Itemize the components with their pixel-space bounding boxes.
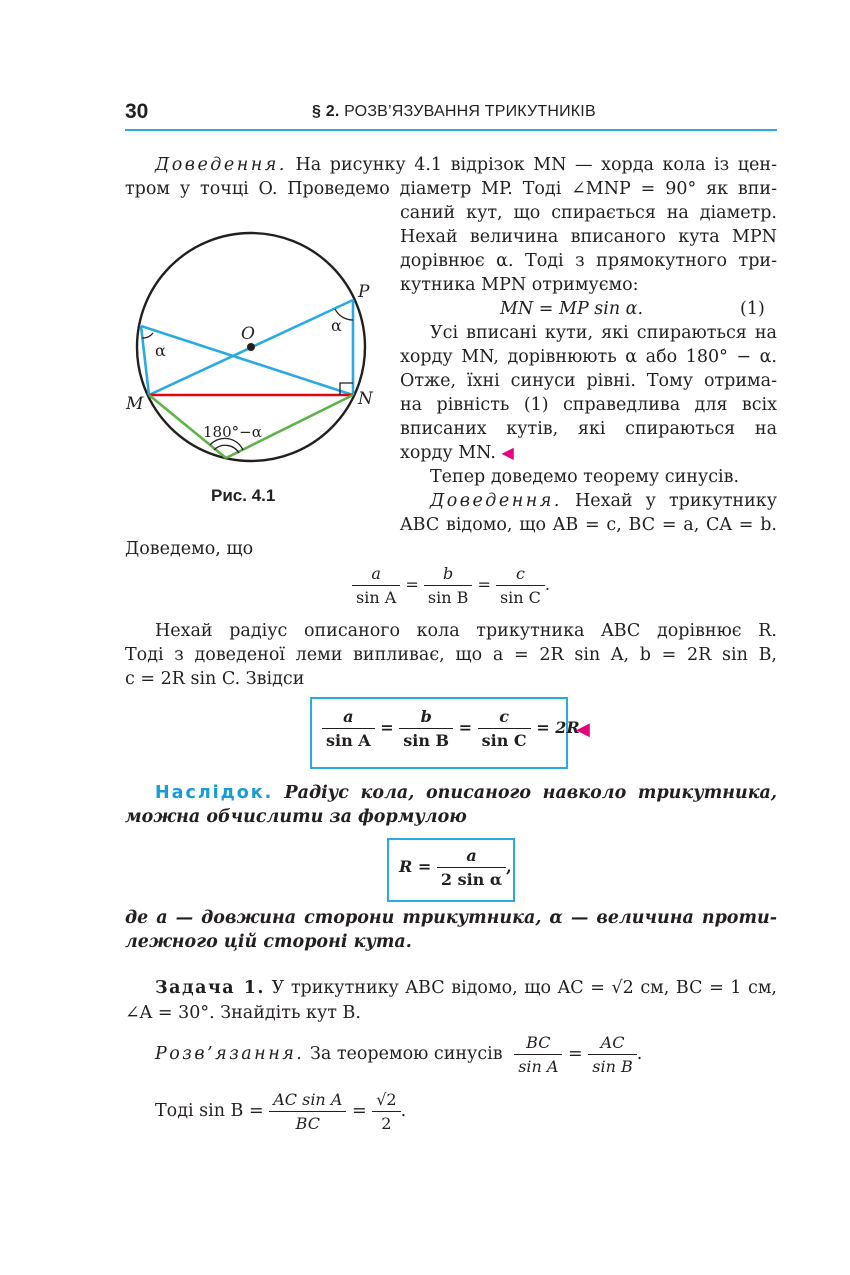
solution-text: За теоремою синусів bbox=[309, 1044, 503, 1064]
proof-line-8: хорду MN, дорівнюють α або 180° − α. bbox=[400, 347, 777, 367]
equals-sign: = bbox=[405, 575, 419, 594]
center-point bbox=[247, 343, 255, 351]
proof-line-9: Отже, їхні синуси рівні. Тому отрима- bbox=[400, 371, 777, 391]
task-text: У трикутнику ABC відомо, що AC = √2 см, BC = 1 см, bbox=[271, 978, 777, 998]
end-of-proof-icon: ◀ bbox=[576, 719, 590, 740]
fraction: $\frac{c}{\text{sin C}}$ bbox=[496, 564, 545, 607]
proof-line-11: вписаних кутів, які спираються на bbox=[400, 419, 777, 439]
proof-line-6: кутника MPN отримуємо: bbox=[400, 275, 639, 295]
proof-label: Доведення. bbox=[155, 155, 287, 175]
proof-line-4: Нехай величина вписаного кута MPN bbox=[400, 227, 777, 247]
sine-theorem-box bbox=[310, 697, 580, 769]
section-header bbox=[312, 103, 596, 121]
page-number: 30 bbox=[125, 100, 149, 123]
equation-1: MN = MP sin α. bbox=[500, 299, 644, 319]
theorem-intro: Тепер доведемо теорему синусів. bbox=[430, 467, 740, 487]
fraction: $\frac{a}{\text{sin A}}$ bbox=[322, 707, 375, 750]
fraction: $\frac{BC}{\text{sin A}}$ bbox=[514, 1033, 562, 1076]
proof2-line-5: Нехай радіус описаного кола трикутника ABC дорівнює R. bbox=[155, 621, 777, 641]
proof-line-5: дорівнює α. Тоді з прямокутного три- bbox=[400, 251, 777, 271]
fraction: $\frac{a}{\text{sin A}}$ bbox=[352, 564, 400, 607]
proof-line-3: саний кут, що спирається на діаметр. bbox=[400, 203, 777, 223]
equals-sign: = bbox=[568, 1044, 583, 1064]
section-mark: § 2. bbox=[312, 103, 340, 120]
corollary-text: Радіус кола, описаного навколо трикутника, bbox=[284, 783, 777, 803]
formula-tail: = 2R bbox=[536, 718, 580, 737]
solution-text: Тоді sin B = bbox=[155, 1101, 264, 1121]
solution-label: Розв’язання. bbox=[155, 1044, 305, 1064]
label-N: N bbox=[358, 389, 373, 409]
corollary-line-4: лежного цій стороні кута. bbox=[125, 932, 412, 952]
proof-line-2: тром у точці O. Проведемо діаметр MP. Тоді ∠MNP = 90° як впи- bbox=[125, 179, 777, 199]
fraction: $\frac{b}{\text{sin B}}$ bbox=[424, 564, 472, 607]
proof-label: Доведення. bbox=[430, 491, 562, 511]
solution-line-1 bbox=[155, 1033, 642, 1076]
period: . bbox=[400, 1101, 407, 1121]
fraction: $\frac{a}{\text{2 sin α}}$ bbox=[437, 846, 506, 889]
fraction: $\frac{AC}{\text{sin B}}$ bbox=[588, 1033, 636, 1076]
equation-1-number: (1) bbox=[740, 299, 765, 319]
label-alpha-P: α bbox=[331, 316, 342, 335]
figure-4-1 bbox=[120, 225, 380, 470]
proof2-line-4: Доведемо, що bbox=[125, 539, 254, 559]
task-line-1 bbox=[155, 976, 777, 1000]
proof2-line-2 bbox=[430, 489, 777, 513]
proof-text: На рисунку 4.1 відрізок MN — хорда кола із цен- bbox=[295, 155, 777, 175]
angle-arc-left bbox=[142, 333, 153, 338]
proof-line-10: на рівність (1) справедлива для всіх bbox=[400, 395, 777, 415]
proof-text: Нехай у трикутнику bbox=[575, 491, 777, 511]
label-M: M bbox=[126, 394, 144, 414]
end-of-proof-icon: ◀ bbox=[501, 443, 514, 462]
corollary-line-3: де a — довжина сторони трикутника, α — величина проти- bbox=[125, 908, 777, 928]
corollary-label: Наслідок. bbox=[155, 783, 274, 803]
equals-sign: = bbox=[351, 1101, 367, 1121]
label-alpha-left: α bbox=[155, 341, 166, 360]
fraction: $\frac{c}{\text{sin C}}$ bbox=[478, 707, 531, 750]
fraction: $\frac{b}{\text{sin B}}$ bbox=[399, 707, 453, 750]
proof-line-12 bbox=[400, 441, 514, 465]
label-O: O bbox=[241, 324, 255, 344]
boxed-formula bbox=[322, 707, 580, 750]
task-line-2: ∠A = 30°. Знайдіть кут B. bbox=[125, 1003, 361, 1023]
proof-line-1 bbox=[155, 153, 777, 177]
task-label: Задача 1. bbox=[155, 978, 265, 998]
equals-sign: = bbox=[477, 575, 491, 594]
proof-text: хорду MN. bbox=[400, 443, 496, 463]
proof2-line-3: ABC відомо, що AB = c, BC = a, CA = b. bbox=[400, 515, 777, 535]
proof2-line-7: c = 2R sin C. Звідси bbox=[125, 669, 305, 689]
formula-lhs: R = bbox=[399, 857, 432, 876]
fraction: $\frac{√2}{2}$ bbox=[372, 1090, 400, 1133]
header-rule bbox=[125, 129, 777, 131]
fraction: $\frac{\text{AC sin A}}{BC}$ bbox=[269, 1090, 346, 1133]
proof2-line-6: Тоді з доведеної леми випливає, що a = 2R sin A, b = 2R sin B, bbox=[125, 645, 777, 665]
equals-sign: = bbox=[380, 718, 394, 737]
corollary-line-1 bbox=[155, 781, 777, 805]
radius-formula-box bbox=[387, 838, 515, 902]
radius-formula bbox=[399, 846, 512, 889]
equals-sign: = bbox=[458, 718, 473, 737]
label-P: P bbox=[358, 282, 370, 302]
sine-theorem-formula bbox=[352, 564, 550, 607]
solution-line-2 bbox=[155, 1090, 406, 1133]
label-180-minus-alpha: 180°−α bbox=[203, 423, 262, 441]
period: . bbox=[636, 1044, 643, 1064]
proof-line-7: Усі вписані кути, які спираються на bbox=[430, 323, 777, 343]
section-title: РОЗВ’ЯЗУВАННЯ ТРИКУТНИКІВ bbox=[344, 103, 596, 120]
figure-caption: Рис. 4.1 bbox=[211, 486, 276, 505]
corollary-line-2: можна обчислити за формулою bbox=[125, 807, 467, 827]
comma: , bbox=[506, 857, 512, 876]
period: . bbox=[544, 575, 551, 594]
